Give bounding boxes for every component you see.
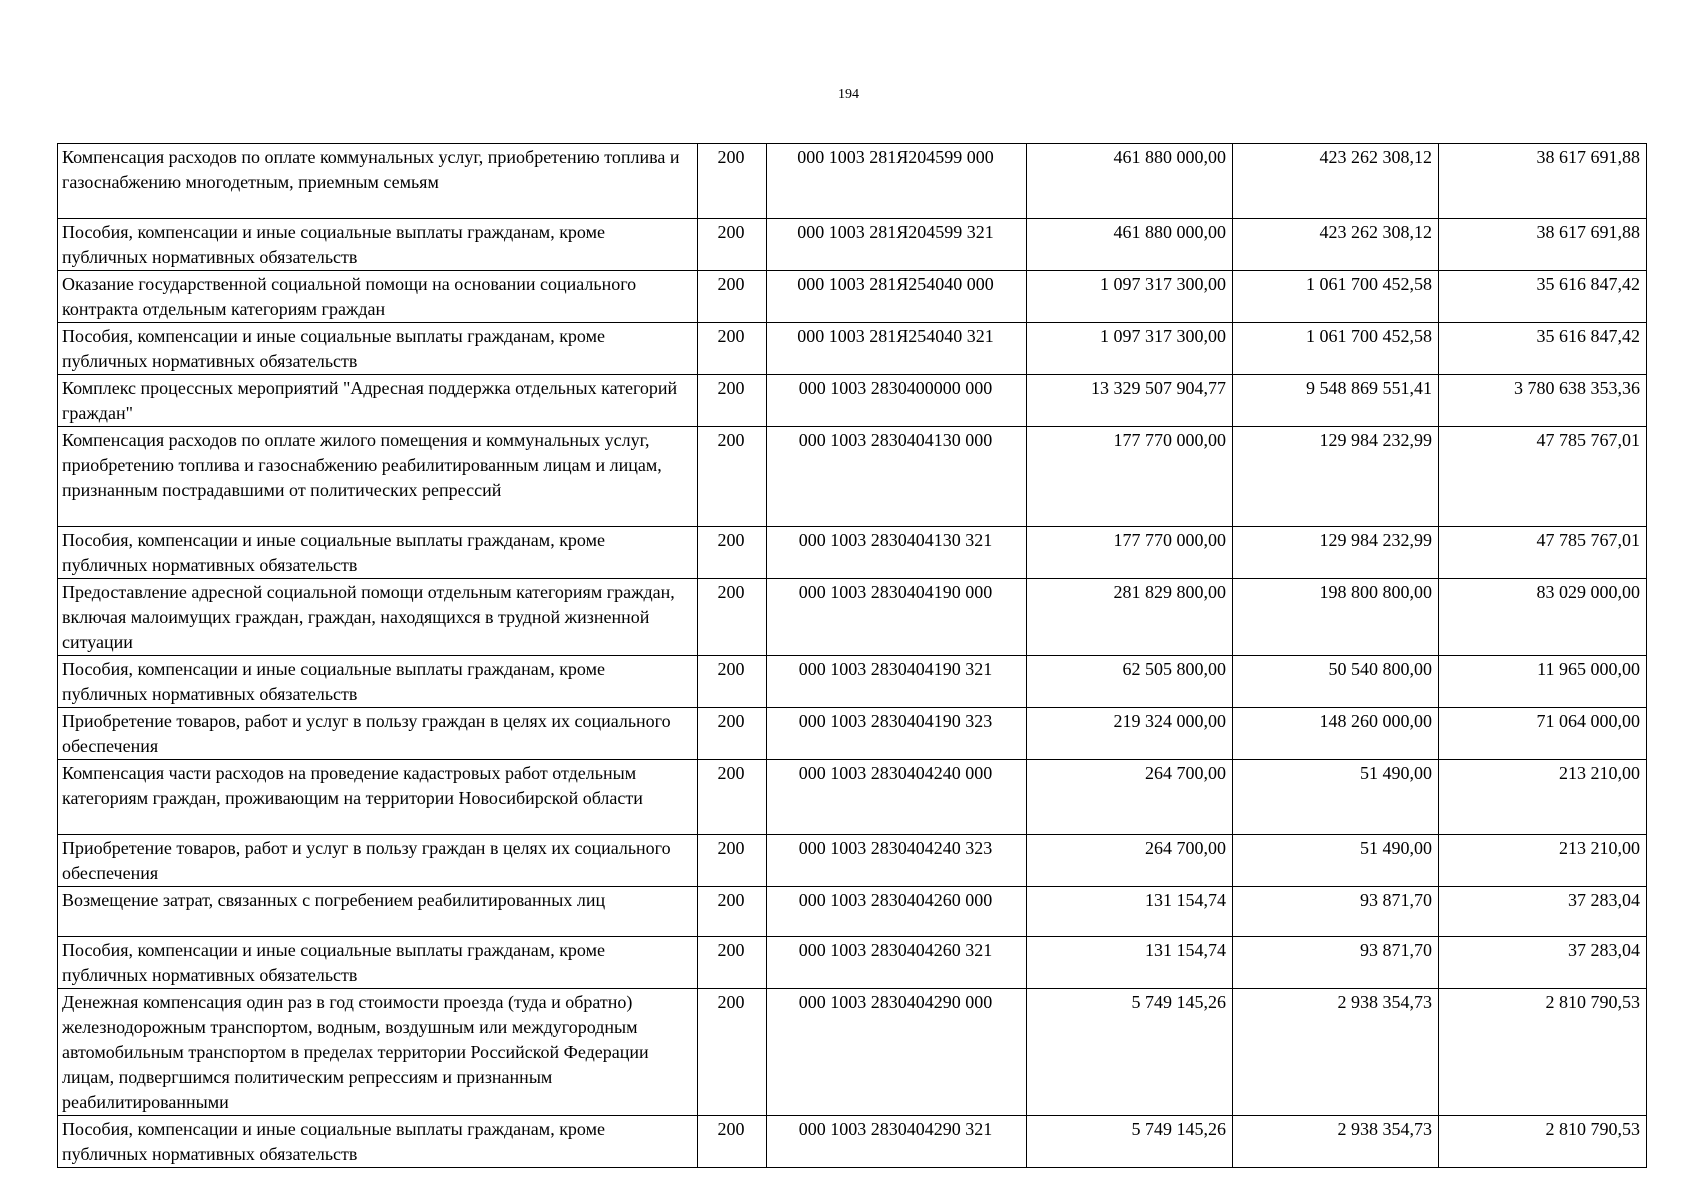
row-unexecuted-amount: 83 029 000,00 xyxy=(1439,579,1647,656)
row-name: Возмещение затрат, связанных с погребением реабилитированных лиц xyxy=(58,887,698,937)
row-line-code: 200 xyxy=(698,323,767,375)
row-line-code: 200 xyxy=(698,835,767,887)
row-budget-code: 000 1003 281Я254040 000 xyxy=(767,271,1027,323)
row-budget-code: 000 1003 281Я204599 321 xyxy=(767,219,1027,271)
row-line-code: 200 xyxy=(698,375,767,427)
row-approved-amount: 131 154,74 xyxy=(1027,887,1233,937)
row-executed-amount: 50 540 800,00 xyxy=(1233,656,1439,708)
row-name: Пособия, компенсации и иные социальные выплаты гражданам, кроме публичных нормативных обязательств xyxy=(58,937,698,989)
row-unexecuted-amount: 213 210,00 xyxy=(1439,835,1647,887)
row-budget-code: 000 1003 2830404190 000 xyxy=(767,579,1027,656)
table-row xyxy=(58,989,1647,1116)
row-unexecuted-amount: 11 965 000,00 xyxy=(1439,656,1647,708)
row-unexecuted-amount: 38 617 691,88 xyxy=(1439,219,1647,271)
row-executed-amount: 423 262 308,12 xyxy=(1233,144,1439,219)
row-approved-amount: 219 324 000,00 xyxy=(1027,708,1233,760)
row-budget-code: 000 1003 2830404240 000 xyxy=(767,760,1027,835)
row-budget-code: 000 1003 2830404290 321 xyxy=(767,1116,1027,1168)
row-executed-amount: 2 938 354,73 xyxy=(1233,1116,1439,1168)
row-line-code: 200 xyxy=(698,271,767,323)
row-line-code: 200 xyxy=(698,144,767,219)
row-unexecuted-amount: 2 810 790,53 xyxy=(1439,1116,1647,1168)
row-executed-amount: 93 871,70 xyxy=(1233,937,1439,989)
page-number: 194 xyxy=(838,87,859,102)
row-budget-code: 000 1003 2830404260 000 xyxy=(767,887,1027,937)
table-row xyxy=(58,656,1647,708)
row-budget-code: 000 1003 281Я254040 321 xyxy=(767,323,1027,375)
row-line-code: 200 xyxy=(698,1116,767,1168)
row-unexecuted-amount: 47 785 767,01 xyxy=(1439,527,1647,579)
table-row xyxy=(58,219,1647,271)
row-name: Пособия, компенсации и иные социальные выплаты гражданам, кроме публичных нормативных обязательств xyxy=(58,656,698,708)
row-line-code: 200 xyxy=(698,887,767,937)
table-body xyxy=(58,144,1647,1168)
row-approved-amount: 461 880 000,00 xyxy=(1027,144,1233,219)
row-executed-amount: 1 061 700 452,58 xyxy=(1233,271,1439,323)
row-line-code: 200 xyxy=(698,760,767,835)
row-budget-code: 000 1003 2830404130 321 xyxy=(767,527,1027,579)
row-line-code: 200 xyxy=(698,579,767,656)
row-approved-amount: 1 097 317 300,00 xyxy=(1027,271,1233,323)
table-row xyxy=(58,375,1647,427)
table-row xyxy=(58,527,1647,579)
row-unexecuted-amount: 37 283,04 xyxy=(1439,887,1647,937)
row-name: Компенсация части расходов на проведение кадастровых работ отдельным категориям граждан, проживающим на территории Новосибирской области xyxy=(58,760,698,835)
row-line-code: 200 xyxy=(698,937,767,989)
row-approved-amount: 62 505 800,00 xyxy=(1027,656,1233,708)
row-line-code: 200 xyxy=(698,989,767,1116)
row-approved-amount: 264 700,00 xyxy=(1027,760,1233,835)
table-row xyxy=(58,427,1647,527)
row-name: Приобретение товаров, работ и услуг в пользу граждан в целях их социального обеспечения xyxy=(58,835,698,887)
row-unexecuted-amount: 37 283,04 xyxy=(1439,937,1647,989)
row-budget-code: 000 1003 2830404290 000 xyxy=(767,989,1027,1116)
row-name: Приобретение товаров, работ и услуг в пользу граждан в целях их социального обеспечения xyxy=(58,708,698,760)
row-budget-code: 000 1003 2830404190 323 xyxy=(767,708,1027,760)
row-unexecuted-amount: 3 780 638 353,36 xyxy=(1439,375,1647,427)
row-unexecuted-amount: 38 617 691,88 xyxy=(1439,144,1647,219)
table-row xyxy=(58,323,1647,375)
row-executed-amount: 2 938 354,73 xyxy=(1233,989,1439,1116)
row-executed-amount: 51 490,00 xyxy=(1233,835,1439,887)
row-executed-amount: 129 984 232,99 xyxy=(1233,427,1439,527)
row-name: Денежная компенсация один раз в год стоимости проезда (туда и обратно) железнодорожным транспортом, водным, воздушным или междугородным автомобильным транспортом в пределах территории Российской Федерации лицам, подвергшимся политическим репрессиям и признанным реабилитированными xyxy=(58,989,698,1116)
row-executed-amount: 423 262 308,12 xyxy=(1233,219,1439,271)
row-budget-code: 000 1003 2830404130 000 xyxy=(767,427,1027,527)
row-approved-amount: 264 700,00 xyxy=(1027,835,1233,887)
row-approved-amount: 5 749 145,26 xyxy=(1027,989,1233,1116)
row-name: Оказание государственной социальной помощи на основании социального контракта отдельным категориям граждан xyxy=(58,271,698,323)
row-executed-amount: 198 800 800,00 xyxy=(1233,579,1439,656)
row-unexecuted-amount: 2 810 790,53 xyxy=(1439,989,1647,1116)
row-line-code: 200 xyxy=(698,527,767,579)
row-line-code: 200 xyxy=(698,656,767,708)
row-line-code: 200 xyxy=(698,708,767,760)
row-budget-code: 000 1003 2830404240 323 xyxy=(767,835,1027,887)
table-row xyxy=(58,760,1647,835)
row-name: Пособия, компенсации и иные социальные выплаты гражданам, кроме публичных нормативных обязательств xyxy=(58,219,698,271)
table-row xyxy=(58,1116,1647,1168)
row-name: Пособия, компенсации и иные социальные выплаты гражданам, кроме публичных нормативных обязательств xyxy=(58,1116,698,1168)
row-executed-amount: 9 548 869 551,41 xyxy=(1233,375,1439,427)
row-name: Пособия, компенсации и иные социальные выплаты гражданам, кроме публичных нормативных обязательств xyxy=(58,323,698,375)
row-line-code: 200 xyxy=(698,219,767,271)
row-executed-amount: 1 061 700 452,58 xyxy=(1233,323,1439,375)
row-unexecuted-amount: 213 210,00 xyxy=(1439,760,1647,835)
row-executed-amount: 129 984 232,99 xyxy=(1233,527,1439,579)
table-row xyxy=(58,579,1647,656)
row-approved-amount: 177 770 000,00 xyxy=(1027,527,1233,579)
row-approved-amount: 131 154,74 xyxy=(1027,937,1233,989)
row-budget-code: 000 1003 2830400000 000 xyxy=(767,375,1027,427)
row-name: Предоставление адресной социальной помощи отдельным категориям граждан, включая малоимущих граждан, граждан, находящихся в трудной жизненной ситуации xyxy=(58,579,698,656)
row-name: Компенсация расходов по оплате коммунальных услуг, приобретению топлива и газоснабжению многодетным, приемным семьям xyxy=(58,144,698,219)
row-approved-amount: 281 829 800,00 xyxy=(1027,579,1233,656)
row-name: Компенсация расходов по оплате жилого помещения и коммунальных услуг, приобретению топлива и газоснабжению реабилитированным лицам и лицам, признанным пострадавшими от политических репрессий xyxy=(58,427,698,527)
table-row xyxy=(58,271,1647,323)
row-approved-amount: 177 770 000,00 xyxy=(1027,427,1233,527)
row-unexecuted-amount: 35 616 847,42 xyxy=(1439,271,1647,323)
row-executed-amount: 93 871,70 xyxy=(1233,887,1439,937)
row-name: Пособия, компенсации и иные социальные выплаты гражданам, кроме публичных нормативных обязательств xyxy=(58,527,698,579)
row-budget-code: 000 1003 281Я204599 000 xyxy=(767,144,1027,219)
row-executed-amount: 51 490,00 xyxy=(1233,760,1439,835)
table-row xyxy=(58,937,1647,989)
table-row xyxy=(58,708,1647,760)
row-approved-amount: 13 329 507 904,77 xyxy=(1027,375,1233,427)
row-budget-code: 000 1003 2830404190 321 xyxy=(767,656,1027,708)
budget-execution-table xyxy=(57,143,1647,1168)
row-name: Комплекс процессных мероприятий "Адресная поддержка отдельных категорий граждан" xyxy=(58,375,698,427)
row-approved-amount: 461 880 000,00 xyxy=(1027,219,1233,271)
table-row xyxy=(58,835,1647,887)
row-executed-amount: 148 260 000,00 xyxy=(1233,708,1439,760)
row-unexecuted-amount: 47 785 767,01 xyxy=(1439,427,1647,527)
table-row xyxy=(58,887,1647,937)
row-unexecuted-amount: 35 616 847,42 xyxy=(1439,323,1647,375)
row-unexecuted-amount: 71 064 000,00 xyxy=(1439,708,1647,760)
row-approved-amount: 1 097 317 300,00 xyxy=(1027,323,1233,375)
row-budget-code: 000 1003 2830404260 321 xyxy=(767,937,1027,989)
row-approved-amount: 5 749 145,26 xyxy=(1027,1116,1233,1168)
row-line-code: 200 xyxy=(698,427,767,527)
table-row xyxy=(58,144,1647,219)
